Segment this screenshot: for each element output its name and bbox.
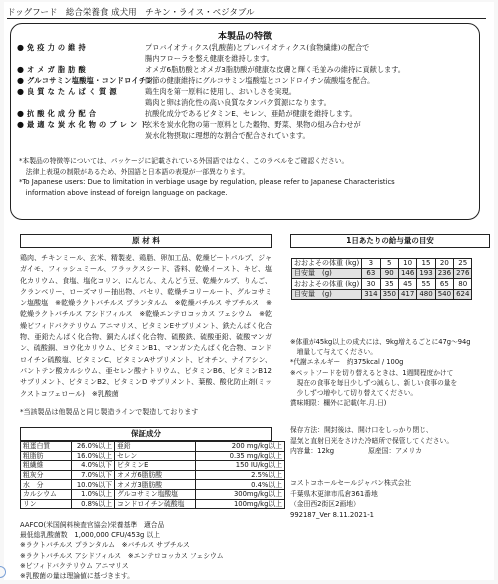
feeding-cell: 3 — [362, 259, 380, 269]
feature-item — [17, 64, 473, 75]
feeding-row — [292, 279, 472, 289]
bullet-icon: ● — [17, 120, 24, 129]
bullet-icon: ● — [17, 43, 24, 52]
analysis-note-line: 最低総乳酸菌数 1,000,000 CFU/453g 以上 — [20, 531, 161, 540]
bullet-icon: ● — [17, 87, 24, 96]
nutrient-name: オメガ3脂肪酸 — [115, 480, 196, 490]
nutrient-name: 水 分 — [21, 480, 72, 490]
title-divider — [7, 18, 486, 19]
nutrient-name: 粗脂肪 — [21, 451, 72, 461]
features-notes — [19, 156, 475, 198]
feeding-cell: 30 — [362, 279, 380, 289]
nutrient-value: 0.8%以上 — [72, 499, 115, 509]
feeding-row-label: 目安量 (g) — [292, 289, 362, 299]
feeding-cell: 350 — [380, 289, 398, 299]
feeding-cell: 5 — [380, 259, 398, 269]
feeding-note-line: 少しずつ増やして切り替えてください。 — [290, 389, 418, 398]
analysis-note-line: ※乳酸菌の量は理論値に基づきます。 — [20, 572, 134, 581]
feeding-row — [292, 289, 472, 299]
analysis-row — [21, 470, 285, 480]
feeding-note-line: 現在の食事を毎日少しずつ減らし、新しい食事の量を — [290, 378, 458, 387]
feeding-heading: 1日あたりの給与量の目安 — [290, 234, 490, 248]
feature-item — [17, 119, 473, 141]
company-info — [290, 478, 411, 520]
feature-item — [17, 75, 473, 86]
feeding-cell: 417 — [398, 289, 416, 299]
feeding-cell: 35 — [380, 279, 398, 289]
feature-item — [17, 108, 473, 119]
nutrient-value: 1.0%以上 — [72, 489, 115, 499]
feeding-cell: 90 — [380, 269, 398, 279]
feature-label: オ メ ガ 脂 肪 酸 — [27, 65, 86, 74]
feeding-note-line: ※体重が45kg以上の成犬には、9kg増えるごとに47g〜94g — [290, 338, 471, 346]
feature-description: プロバイオティクス(乳酸菌)とプレバイオティクス(食物繊維)の配合で — [145, 43, 370, 52]
feeding-cell: 63 — [362, 269, 380, 279]
analysis-note-line: ※ラクトバチルス プランタルム ※バチルス サブチルス — [20, 541, 190, 550]
feeding-notes — [290, 337, 490, 408]
feature-item — [17, 42, 473, 64]
nutrient-value: 2.5%以上 — [196, 470, 285, 480]
feeding-cell: 276 — [454, 269, 472, 279]
company-address-detail: （金田西2街区2画地） — [290, 500, 360, 508]
feeding-cell: 55 — [417, 279, 435, 289]
feeding-cell: 25 — [454, 259, 472, 269]
feature-label: 最 適 な 炭 水 化 物 の ブ レ ン ド — [27, 120, 148, 129]
feeding-cell: 314 — [362, 289, 380, 299]
nutrient-name: ビタミンE — [115, 461, 196, 471]
nutrient-value: 200 mg/kg以上 — [196, 442, 285, 452]
feeding-note-line: ※ペットフードを切り替えるときは、1週間程度かけて — [290, 368, 454, 377]
feeding-row-label: おおよその体重 (kg) — [292, 279, 362, 289]
feature-label: 免 疫 力 の 維 持 — [27, 43, 86, 52]
feature-label: グルコサミン塩酸塩・コンドロイチン — [27, 76, 154, 85]
feature-description: オメガ6脂肪酸とオメガ3脂肪酸が健康な皮膚と輝く毛並みの維持に貢献します。 — [145, 65, 405, 74]
analysis-row — [21, 499, 285, 509]
nutrient-value: 300mg/kg以上 — [196, 489, 285, 499]
feeding-table — [291, 258, 472, 300]
analysis-row — [21, 480, 285, 490]
nutrient-value: 150 IU/kg以上 — [196, 461, 285, 471]
nutrient-name: リン — [21, 499, 72, 509]
feature-description-cont: 炭水化物摂取に理想的な割合で配合されています。 — [145, 131, 310, 140]
feeding-note-line: 増量して与えてください。 — [290, 348, 377, 357]
product-label — [4, 2, 494, 580]
nutrient-value: 26.0%以上 — [72, 442, 115, 452]
label-title: ドッグフード 総合栄養食 成犬用 チキン・ライス・ベジタブル — [7, 8, 255, 18]
analysis-notes — [20, 520, 224, 581]
feature-description: 鶏生肉を第一原料に使用し、おいしさを実現。 — [145, 87, 296, 96]
analysis-row — [21, 489, 285, 499]
note-line: information above instead of foreign language on package. — [19, 188, 228, 197]
feature-label: 抗 酸 化 成 分 配 合 — [27, 109, 97, 118]
bullet-icon: ● — [17, 109, 24, 118]
feeding-note-line: 賞味期限：欄外に記載(年.月.日) — [290, 399, 387, 408]
feature-description: 関節の健康維持にグルコサミン塩酸塩とコンドロイチン硫酸塩を配合。 — [145, 76, 375, 85]
nutrient-name: 粗蛋白質 — [21, 442, 72, 452]
nutrient-name: オメガ6脂肪酸 — [115, 470, 196, 480]
feeding-cell: 20 — [435, 259, 453, 269]
nutrient-name: グルコサミン塩酸塩 — [115, 489, 196, 499]
analysis-row — [21, 451, 285, 461]
nutrient-name: 粗繊維 — [21, 461, 72, 471]
note-line: 法律上表現の制限があるため、外国語と日本語の表現が一部異なります。 — [19, 167, 250, 176]
feature-label: 良 質 な た ん ぱ く 質 源 — [27, 87, 117, 96]
nutrient-value: 4.0%以下 — [72, 461, 115, 471]
feeding-row-label: 目安量 (g) — [292, 269, 362, 279]
bullet-icon: ● — [17, 65, 24, 74]
storage-line: 内容量：12kg 原産国：アメリカ — [290, 447, 422, 455]
feeding-cell: 15 — [417, 259, 435, 269]
feeding-cell: 193 — [417, 269, 435, 279]
storage-line: 保存方法：開封後は、開け口をしっかり閉じ、 — [290, 426, 433, 434]
nutrient-name: 亜鉛 — [115, 442, 196, 452]
nutrient-value: 10.0%以下 — [72, 480, 115, 490]
feature-description-cont: 腸内フローラを整え健康を維持します。 — [145, 54, 274, 63]
feeding-cell: 45 — [398, 279, 416, 289]
note-line: *To Japanese users: Due to limitation in verbiage usage by regulation, please refer to Japanese Characteristics — [19, 178, 395, 186]
storage-line: 湿気と直射日光をさけた冷暗所で保管してください。 — [290, 436, 454, 445]
nutrient-name: 粗灰分 — [21, 470, 72, 480]
features-box — [10, 23, 480, 220]
bullet-icon: ● — [17, 76, 24, 85]
label-version: 992187_Ver 8.11.2021-1 — [290, 510, 374, 519]
company-name: コストコホールセールジャパン株式会社 — [290, 479, 412, 487]
feeding-cell: 236 — [435, 269, 453, 279]
analysis-row — [21, 442, 285, 452]
guaranteed-analysis-table — [20, 441, 285, 509]
nutrient-name: コンドロイチン硫酸塩 — [115, 499, 196, 509]
feature-item — [17, 86, 473, 108]
feeding-row — [292, 269, 472, 279]
nutrient-name: カルシウム — [21, 489, 72, 499]
nutrient-value: 0.4%以上 — [196, 480, 285, 490]
analysis-heading: 保証成分 — [20, 427, 272, 441]
feeding-row-label: おおよその体重 (kg) — [292, 259, 362, 269]
feeding-cell: 80 — [454, 279, 472, 289]
feature-description: 玄米を炭水化物の第一原料とした穀物、野菜、果物の組み合わせが — [145, 120, 361, 129]
nutrient-value: 100mg/kg以上 — [196, 499, 285, 509]
note-line: *本製品の特徴等については、パッケージに記載されている外国語ではなく、このラベルをご確認ください。 — [19, 157, 349, 165]
features-heading: 本製品の特徴 — [217, 32, 272, 42]
analysis-row — [21, 461, 285, 471]
factory-note: *当該製品は他製品と同じ製造ラインで製造しております — [20, 408, 199, 416]
feeding-cell: 480 — [417, 289, 435, 299]
analysis-note-line: AAFCO(米国飼料検査官協会)栄養基準 適合品 — [20, 521, 165, 529]
nutrient-value: 7.0%以下 — [72, 470, 115, 480]
feeding-cell: 540 — [435, 289, 453, 299]
storage-info — [290, 425, 453, 457]
ingredients-text: 鶏肉、チキンミール、玄米、精製麦、鶏脂、卵加工品、乾燥ビートパルプ、ジャガイモ、フィッシュミール、フラックスシード、香料、乾燥イースト、キビ、塩化カリウム、食塩、塩化コリン、にんじん、えんどう豆、乾燥ケルプ、りんご、クランベリー、ローズマリー抽出物、パセリ、乾燥チコリールート、グルコサミン塩酸塩 ※乾燥ラクトバチルス プランタルム ※乾燥バチルス サブチルス ※乾燥ラクトバチルス アシドフィルス ※乾燥エンテロコッカス フェシウム ※乾燥ビフィドバクテリウム アニマリス、ビタミンEサプリメント、鉄たんぱく化合物、亜鉛たんぱく化合物、銅たんぱく化合物、硫酸鉄、硫酸亜鉛、硫酸マンガン、硫酸銅、ヨウ化カリウム、ビタミンB1、マンガンたんぱく化合物、コンドロイチン硫酸塩、ビタミンC、ビタミンAサプリメント、ビオチン、ナイアシン、パントテン酸カルシウム、亜セレン酸ナトリウム、ビタミンB6、ビタミンB12サプリメント、ビタミンB2、ビタミンD サプリメント、葉酸、酸化防止剤(ミックストコフェロール) ※乳酸菌 — [20, 254, 272, 398]
nutrient-value: 16.0%以上 — [72, 451, 115, 461]
feeding-cell: 10 — [398, 259, 416, 269]
analysis-note-line: ※ラクトバチルス アシドフィルス ※エンテロコッカス フェシウム — [20, 551, 224, 560]
features-list — [17, 42, 473, 141]
feature-description-cont: 鶏肉と卵は消化性の高い良質なタンパク質源になります。 — [145, 98, 331, 107]
nutrient-value: 0.35 mg/kg以上 — [196, 451, 285, 461]
feeding-row — [292, 259, 472, 269]
feeding-note-line: *代謝エネルギー 約375kcal / 100g — [290, 358, 404, 367]
feeding-cell: 65 — [435, 279, 453, 289]
company-address: 千葉県木更津市瓜倉361番地 — [290, 489, 378, 498]
feeding-cell: 624 — [454, 289, 472, 299]
nutrient-name: セレン — [115, 451, 196, 461]
ingredients-heading: 原 材 料 — [20, 234, 272, 248]
feature-description: 抗酸化成分であるビタミンE、セレン、亜鉛が健康を維持します。 — [145, 109, 357, 118]
analysis-note-line: ※ビフィドバクテリウム アニマリス — [20, 561, 129, 570]
feeding-cell: 146 — [398, 269, 416, 279]
